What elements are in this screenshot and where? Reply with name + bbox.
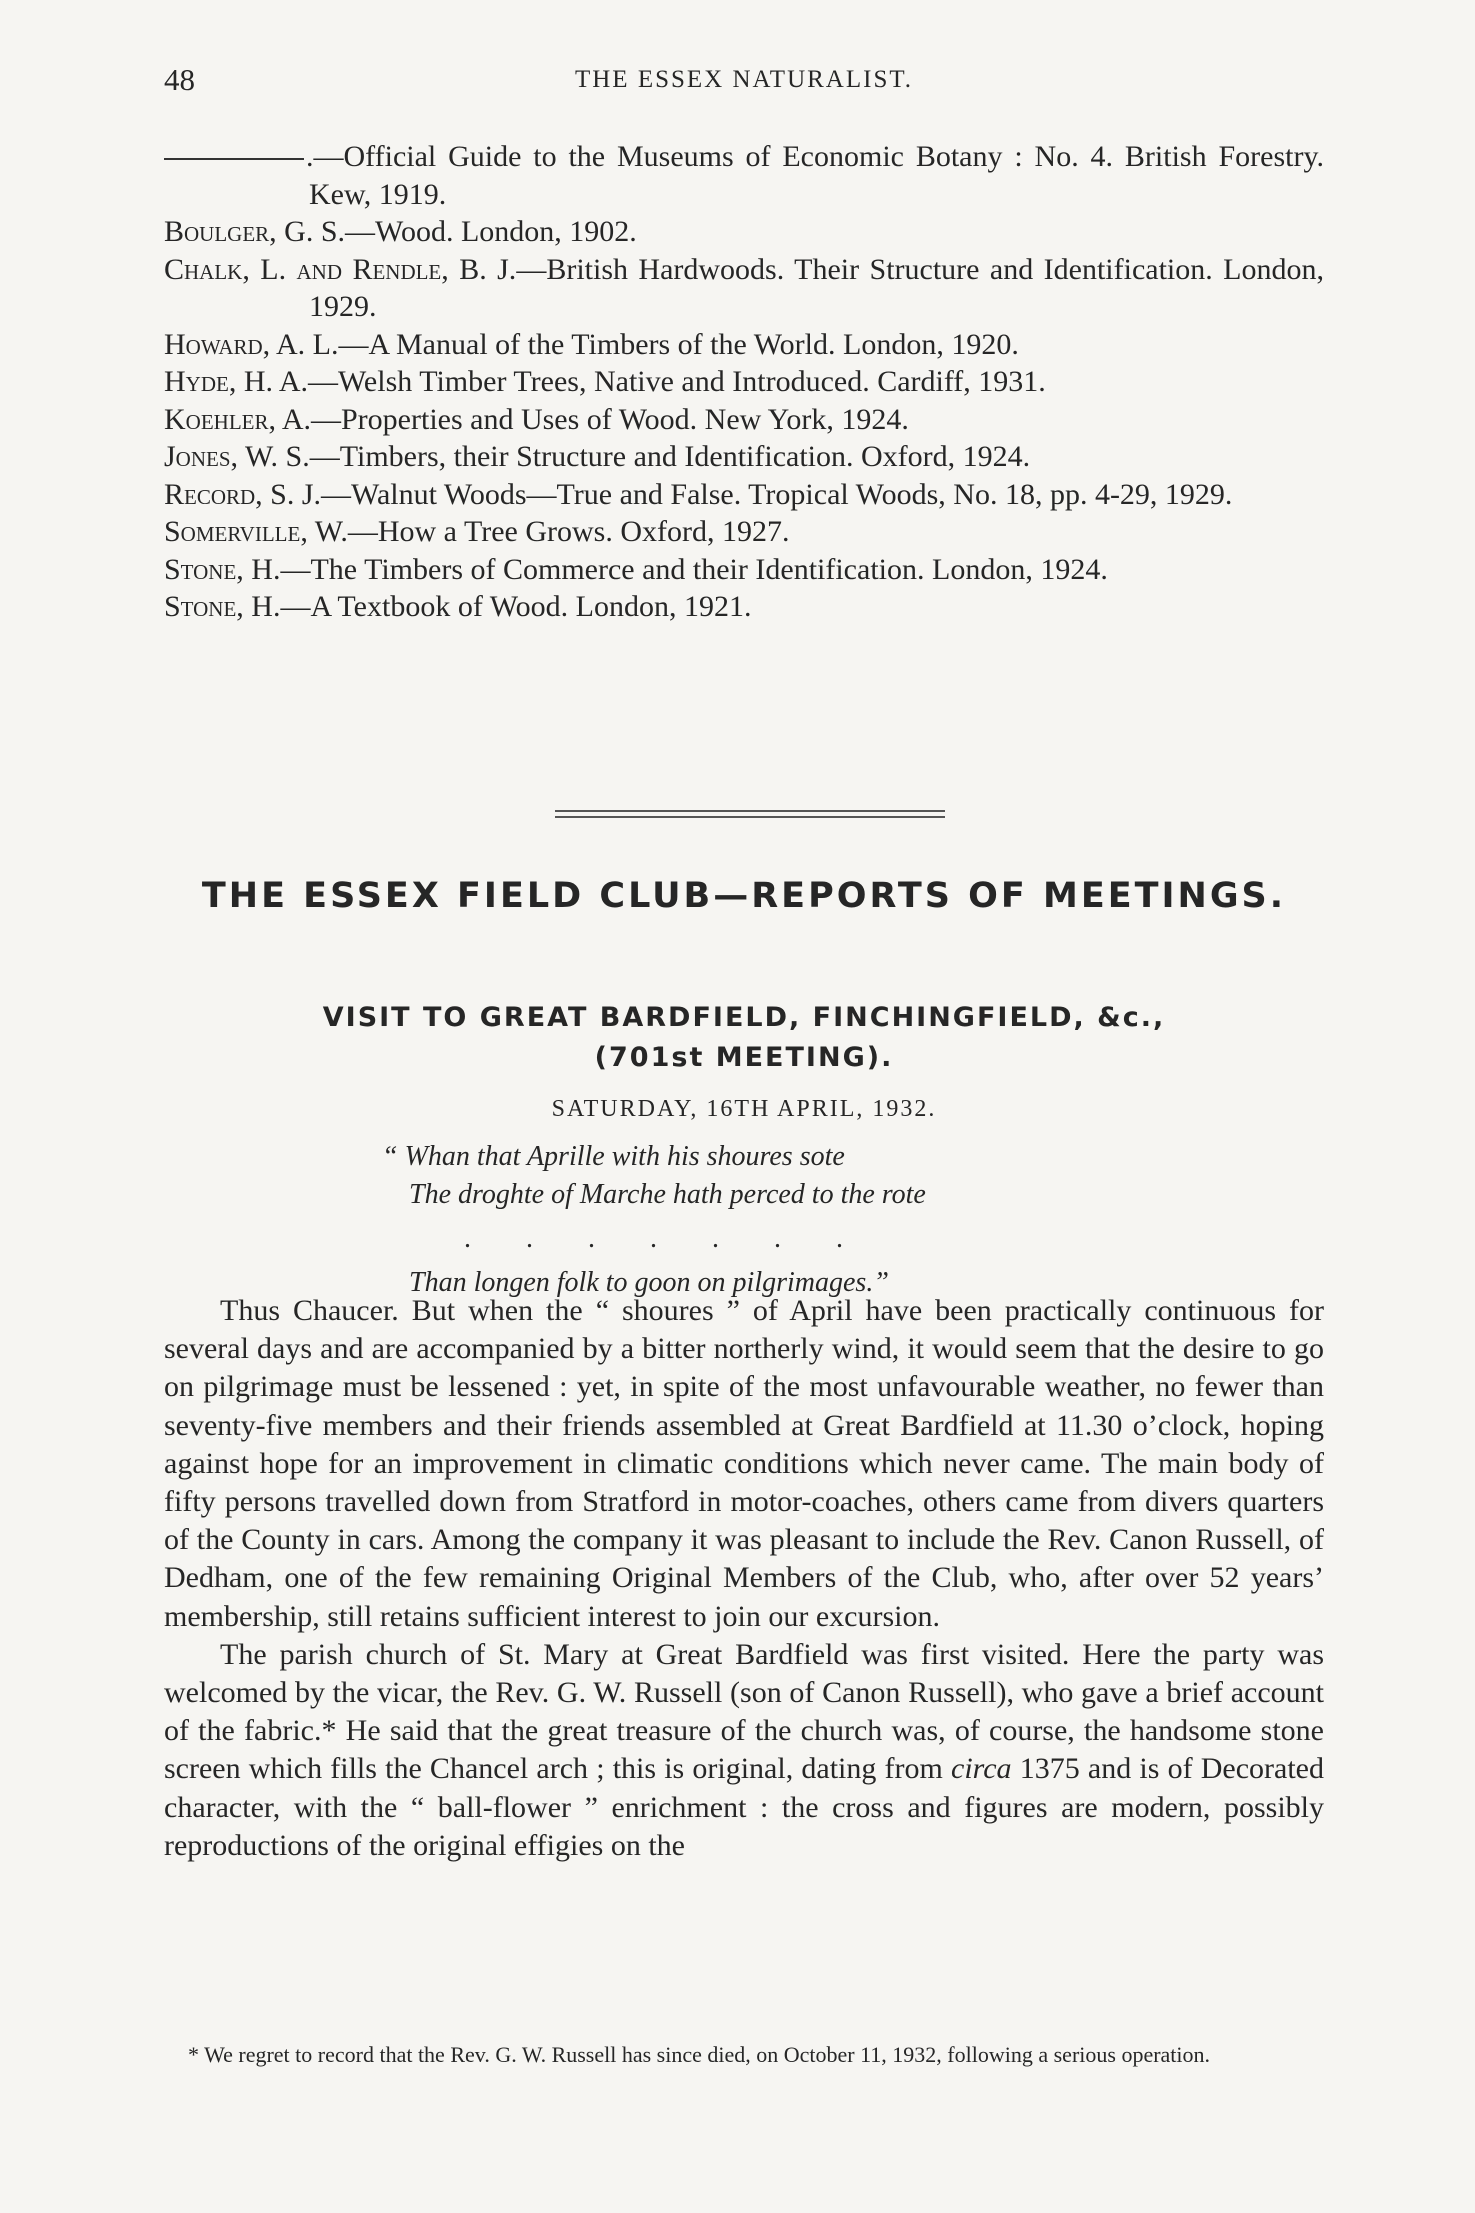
meeting-title-line: VISIT TO GREAT BARDFIELD, FINCHINGFIELD, &c., bbox=[322, 1002, 1166, 1033]
ditto-dash bbox=[164, 158, 304, 160]
reference-author: Boulger, G. S. bbox=[164, 215, 346, 248]
page-number: 48 bbox=[164, 62, 195, 97]
reference-item: Somerville, W.—How a Tree Grows. Oxford, 1927. bbox=[164, 515, 790, 548]
reference-item: Stone, H.—A Textbook of Wood. London, 1921. bbox=[164, 590, 752, 623]
report-body bbox=[164, 1292, 1324, 1865]
running-title: THE ESSEX NATURALIST. bbox=[574, 66, 914, 93]
reference-author: Koehler, A. bbox=[164, 402, 311, 436]
reference-item: .—Official Guide to the Museums of Economic Botany : No. 4. British Forestry. Kew, 1919. bbox=[164, 138, 1324, 213]
reference-item: Howard, A. L.—A Manual of the Timbers of the World. London, 1920. bbox=[164, 327, 1019, 361]
reference-author: Hyde, H. A. bbox=[164, 365, 308, 398]
reference-item: Jones, W. S.—Timbers, their Structure and Identification. Oxford, 1924. bbox=[164, 440, 1031, 473]
reference-author: Record, S. J. bbox=[164, 477, 322, 511]
meeting-number: (701st MEETING). bbox=[594, 1042, 894, 1073]
reference-author: Chalk, L. and Rendle, B. J. bbox=[164, 252, 517, 286]
section-title: THE ESSEX FIELD CLUB—REPORTS OF MEETINGS. bbox=[201, 876, 1287, 916]
reference-item: Stone, H.—The Timbers of Commerce and their Identification. London, 1924. bbox=[164, 552, 1108, 586]
epigraph-line: Than longen folk to goon on pilgrimages.” bbox=[409, 1267, 889, 1298]
reference-author: Somerville, W. bbox=[164, 515, 348, 548]
reference-author: Stone, H. bbox=[164, 590, 281, 623]
reference-list bbox=[164, 138, 1324, 626]
reference-item: Boulger, G. S.—Wood. London, 1902. bbox=[164, 215, 637, 248]
reference-item: Chalk, L. and Rendle, B. J.—British Hardwoods. Their Structure and Identification. London, 1929. bbox=[164, 252, 1324, 323]
epigraph bbox=[164, 1138, 1324, 1302]
reference-item: Record, S. J.—Walnut Woods—True and False. Tropical Woods, No. 18, pp. 4-29, 1929. bbox=[164, 477, 1233, 511]
epigraph-line: “ Whan that Aprille with his shoures sote bbox=[382, 1141, 845, 1172]
reference-author: Howard, A. L. bbox=[164, 327, 339, 361]
section-divider bbox=[555, 810, 945, 822]
meeting-date: SATURDAY, 16TH APRIL, 1932. bbox=[551, 1096, 937, 1122]
ellipsis-dots: . . . . . . . bbox=[464, 1223, 867, 1254]
footnote: * We regret to record that the Rev. G. W. Russell has since died, on October 11, 1932, following a serious operation. bbox=[188, 2042, 1211, 2067]
body-paragraph: Thus Chaucer. But when the “ shoures ” of April have been practically continuous for several days and are accompanied by a bitter northerly wind, it would seem that the desire to go on pilgrimage must be lessened : yet, in spite of the most unfavourable weather, no fewer than seventy-five members and their friends assembled at Great Bardfield at 11.30 o’clock, hoping against hope for an improvement in climatic conditions which never came. The main body of fifty persons travelled down from Stratford in motor-coaches, others came from divers quarters of the County in cars. Among the company it was pleasant to include the Rev. Canon Russell, of Dedham, one of the few remaining Original Members of the Club, who, after over 52 years’ membership, still retains sufficient interest to join our excursion. bbox=[164, 1294, 1324, 1633]
meeting-title bbox=[164, 998, 1324, 1078]
reference-item: Koehler, A.—Properties and Uses of Wood. New York, 1924. bbox=[164, 402, 909, 436]
page-header bbox=[164, 62, 1324, 102]
body-paragraph: The parish church of St. Mary at Great Bardfield was first visited. Here the party was welcomed by the vicar, the Rev. G. W. Russell (son of Canon Russell), who gave a brief account of the fabric.* He said that the great treasure of the church was, of course, the handsome stone screen which fills the Chancel arch ; this is original, dating from circa 1375 and is of Decorated character, with the “ ball-flower ” enrichment : the cross and figures are modern, possibly reproductions of the original effigies on the bbox=[164, 1637, 1324, 1862]
reference-author: Jones, W. S. bbox=[164, 440, 310, 473]
reference-item: Hyde, H. A.—Welsh Timber Trees, Native and Introduced. Cardiff, 1931. bbox=[164, 365, 1046, 398]
reference-author: Stone, H. bbox=[164, 552, 281, 586]
epigraph-line: The droghte of Marche hath perced to the rote bbox=[409, 1179, 926, 1210]
